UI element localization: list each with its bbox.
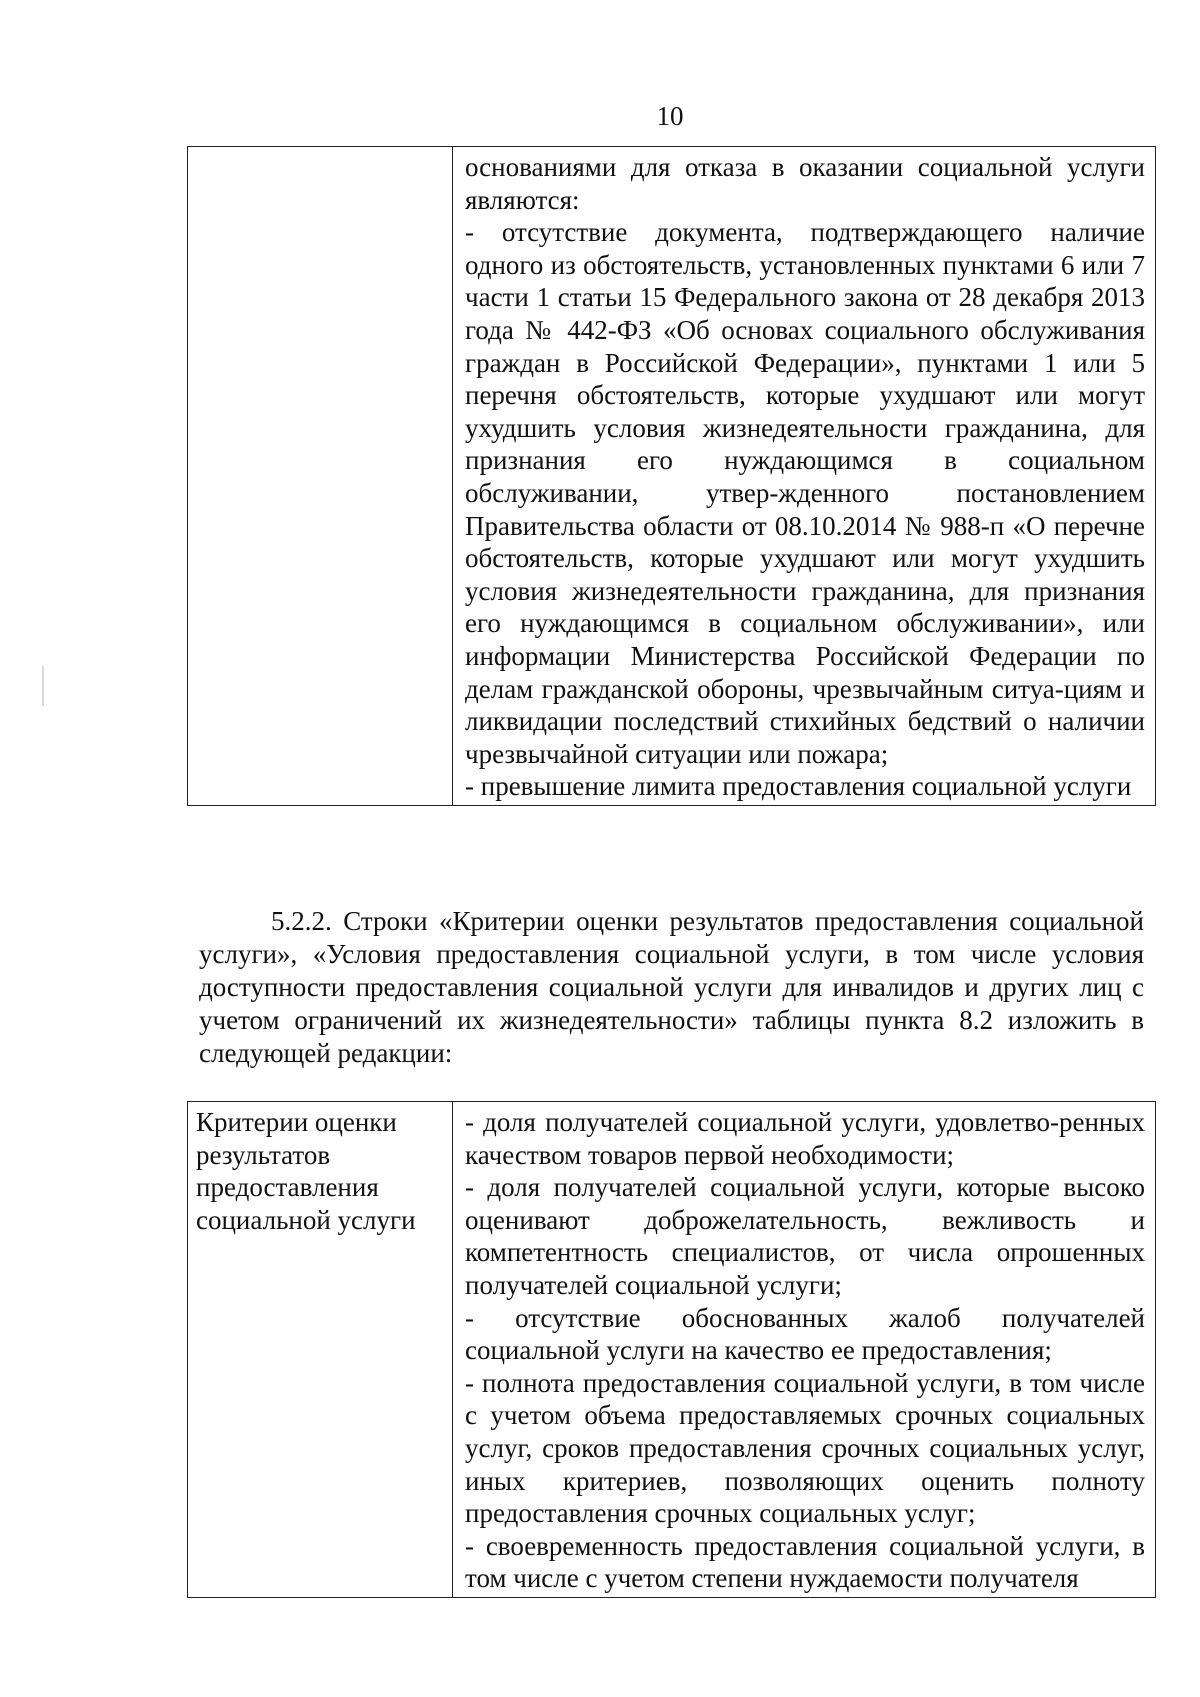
table-cell-label: [188, 147, 453, 806]
table-cell-content: [453, 147, 1156, 806]
criteria-item-completeness: - полнота предоставления социальной услуги, в том числе с учетом объема предоставляемых срочных социальных услуг, сроков предоставления срочных социальных услуг, иных критериев, позволяющих оценить полноту предоставления срочных социальных услуг;: [465, 1367, 1145, 1529]
criteria-item-staff-rating: - доля получателей социальной услуги, которые высоко оценивают доброжелательность, вежливость и компетентность специалистов, от числа опрошенных получателей социальной услуги;: [465, 1172, 1145, 1300]
amendment-table-grounds: [187, 146, 1156, 806]
criteria-label: Критерии оценки результатов предоставления социальной услуги: [196, 1107, 416, 1235]
criteria-item-no-complaints: - отсутствие обоснованных жалоб получателей социальной услуги на качество ее предоставления;: [465, 1302, 1145, 1366]
table-row: [188, 147, 1156, 806]
criteria-item-timeliness: - своевременность предоставления социальной услуги, в том числе с учетом степени нуждаемости получателя: [465, 1530, 1145, 1594]
table-cell-label: [188, 1102, 453, 1598]
amendment-paragraph-5-2-2: 5.2.2. Строки «Критерии оценки результатов предоставления социальной услуги», «Условия предоставления социальной услуги, в том числе условия доступности предоставления социальной услуги для инвалидов и других лиц с учетом ограничений их жизнедеятельности» таблицы пункта 8.2 изложить в следующей редакции:: [199, 906, 1144, 1068]
criteria-item-quality-goods: - доля получателей социальной услуги, удовлетво-ренных качеством товаров первой необходимости;: [465, 1107, 1145, 1170]
table-row: [188, 1102, 1156, 1598]
scan-artifact: [42, 666, 44, 706]
grounds-item-limit-exceeded: - превышение лимита предоставления социальной услуги: [465, 771, 1132, 802]
page-number: 10: [656, 101, 684, 131]
cell-label-text: [188, 147, 452, 155]
grounds-intro: основаниями для отказа в оказании социальной услуги являются:: [465, 152, 1145, 215]
grounds-item-missing-document: - отсутствие документа, подтверждающего наличие одного из обстоятельств, установленных пунктами 6 или 7 части 1 статьи 15 Федерального закона от 28 декабря 2013 года № 442-ФЗ «Об основах социального обслуживания граждан в Российской Федерации», пунктами 1 или 5 перечня обстоятельств, которые ухудшают или могут ухудшить условия жизнедеятельности гражданина, для признания его нуждающимся в социальном обслуживании, утвер-жденного постановлением Правительства области от 08.10.2014 № 988-п «О перечне обстоятельств, которые ухудшают или могут ухудшить условия жизнедеятельности гражданина, для признания его нуждающимся в социальном обслуживании», или информации Министерства Российской Федерации по делам гражданской обороны, чрезвычайным ситуа-циям и ликвидации последствий стихийных бедствий о наличии чрезвычайной ситуации или пожара;: [465, 217, 1145, 769]
amendment-table-criteria: [187, 1101, 1156, 1598]
table-cell-content: [453, 1102, 1156, 1598]
